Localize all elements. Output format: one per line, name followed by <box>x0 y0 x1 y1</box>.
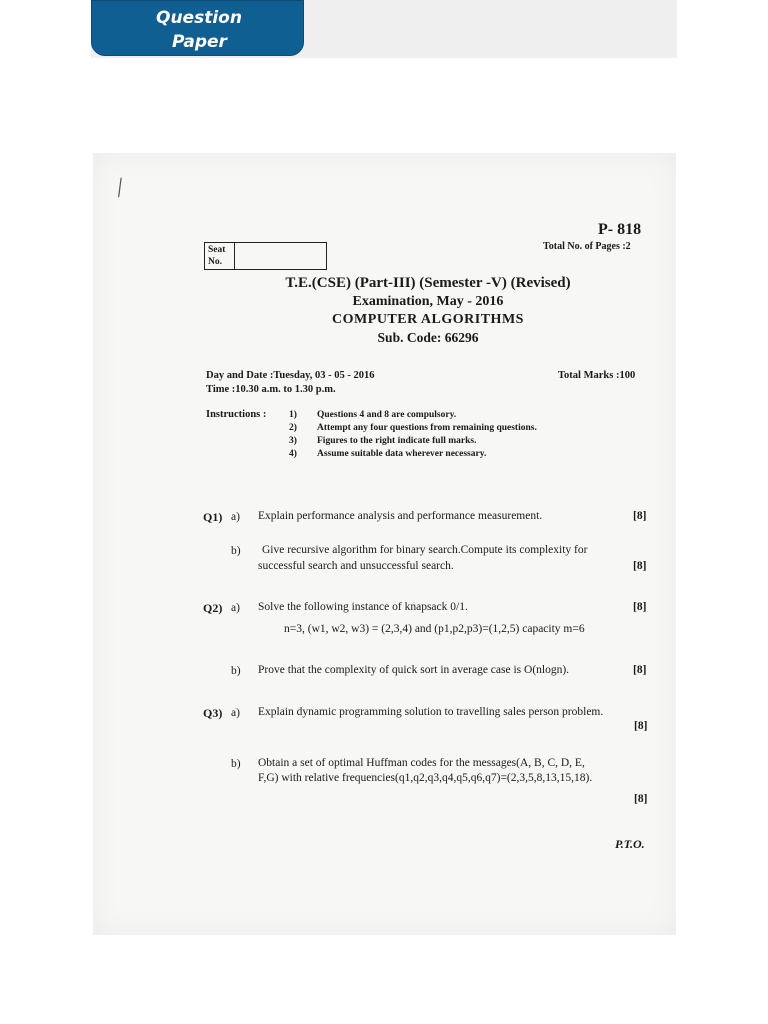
question-number: Q1) <box>203 510 223 524</box>
question-part: b) <box>231 665 241 677</box>
total-marks: Total Marks :100 <box>558 370 636 381</box>
day-date: Day and Date :Tuesday, 03 - 05 - 2016 <box>206 370 375 381</box>
question-marks: [8] <box>634 720 648 732</box>
subject-name: COMPUTER ALGORITHMS <box>332 312 524 327</box>
instruction-text: Figures to the right indicate full marks. <box>317 436 477 446</box>
question-paper-badge[interactable] <box>91 0 304 56</box>
question-text: successful search and unsuccessful search. <box>258 560 454 572</box>
instructions-label: Instructions : <box>206 409 267 420</box>
question-number: Q2) <box>203 601 223 615</box>
question-marks: [8] <box>633 601 647 613</box>
question-part: a) <box>231 602 240 614</box>
scanned-paper <box>93 153 676 935</box>
instruction-text: Attempt any four questions from remaining questions. <box>317 423 537 433</box>
seat-number-box <box>204 242 327 270</box>
question-part: a) <box>231 707 240 719</box>
question-marks: [8] <box>633 560 647 572</box>
question-text: Explain dynamic programming solution to travelling sales person problem. <box>258 706 604 718</box>
instruction-number: 2) <box>289 423 297 433</box>
question-part: a) <box>231 511 240 523</box>
badge-line-1: Question <box>156 8 242 28</box>
question-text: n=3, (w1, w2, w3) = (2,3,4) and (p1,p2,p3)=(1,2,5) capacity m=6 <box>284 623 585 635</box>
badge-line-2: Paper <box>172 32 227 52</box>
instruction-text: Assume suitable data wherever necessary. <box>317 449 487 459</box>
instruction-number: 3) <box>289 436 297 446</box>
instruction-number: 4) <box>289 449 297 459</box>
pen-tick-mark: / <box>111 172 128 203</box>
question-text: Explain performance analysis and performance measurement. <box>258 510 543 522</box>
question-text: Solve the following instance of knapsack 0/1. <box>258 601 468 613</box>
question-text: Give recursive algorithm for binary search.Compute its complexity for <box>262 544 588 556</box>
subject-code: Sub. Code: 66296 <box>377 330 479 345</box>
question-part: b) <box>231 545 241 557</box>
total-pages: Total No. of Pages :2 <box>543 241 631 252</box>
paper-code: P- 818 <box>598 221 642 238</box>
question-text: Obtain a set of optimal Huffman codes for the messages(A, B, C, D, E, <box>258 757 585 769</box>
seat-label: Seat No. <box>205 243 235 269</box>
question-marks: [8] <box>633 664 647 676</box>
exam-title: T.E.(CSE) (Part-III) (Semester -V) (Revised) <box>285 275 571 291</box>
please-turn-over: P.T.O. <box>615 837 645 851</box>
question-part: b) <box>231 758 241 770</box>
instruction-text: Questions 4 and 8 are compulsory. <box>317 410 457 420</box>
question-marks: [8] <box>634 793 648 805</box>
question-text: Prove that the complexity of quick sort in average case is O(nlogn). <box>258 664 570 676</box>
question-marks: [8] <box>633 510 647 522</box>
question-text: F,G) with relative frequencies(q1,q2,q3,q4,q5,q6,q7)=(2,3,5,8,13,15,18). <box>258 772 593 784</box>
question-number: Q3) <box>203 706 223 720</box>
instruction-number: 1) <box>289 410 297 420</box>
exam-time: Time :10.30 a.m. to 1.30 p.m. <box>206 384 336 395</box>
exam-session: Examination, May - 2016 <box>352 294 504 309</box>
